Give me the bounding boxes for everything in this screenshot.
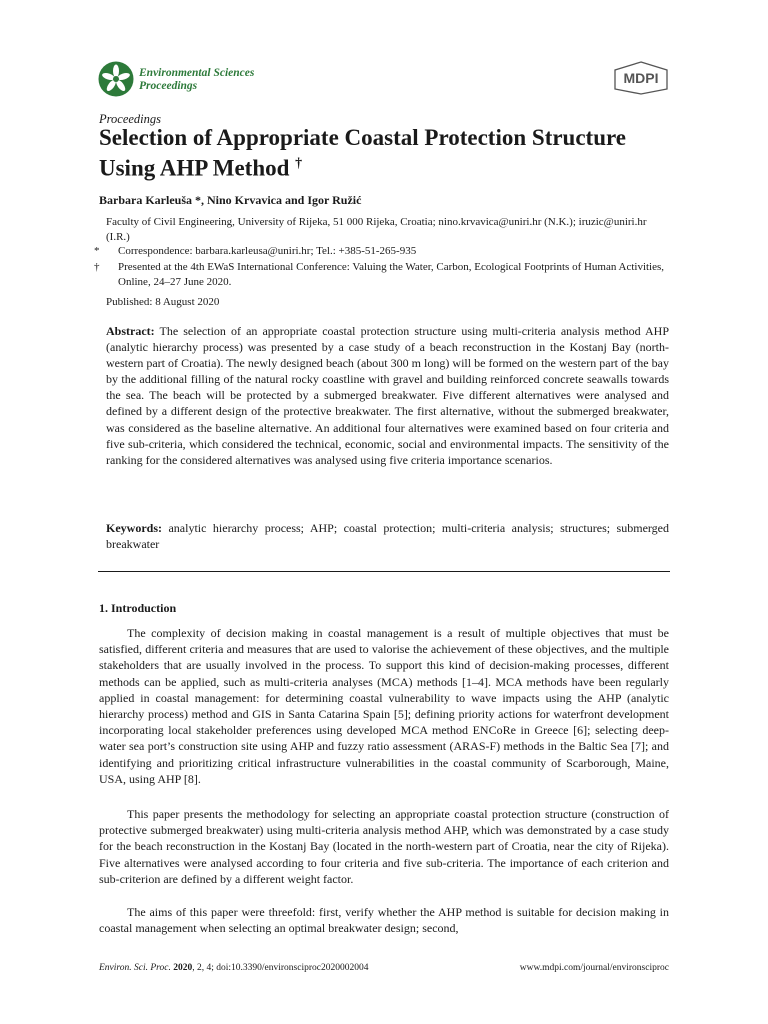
footer-citation xyxy=(99,963,369,973)
presented-text: Presented at the 4th EWaS International Conference: Valuing the Water, Carbon, Ecological Footprints of Human Activities, Online, 24–27 June 2020. xyxy=(118,261,665,288)
mdpi-logo-icon xyxy=(612,61,670,95)
author-list: Barbara Karleuša *, Nino Krvavica and Igor Ružić xyxy=(99,193,362,207)
journal-url[interactable]: www.mdpi.com/journal/environsciproc xyxy=(519,963,669,973)
paper-title xyxy=(99,125,679,182)
presented-note xyxy=(94,260,678,289)
keywords xyxy=(106,520,669,552)
section-heading: 1. Introduction xyxy=(99,601,177,615)
published-date: Published: 8 August 2020 xyxy=(106,296,220,308)
body-paragraph: The complexity of decision making in coastal management is a result of multiple objectives that must be satisfied, different criteria and measures that are used to valorise the achievement of these objectives, and the multiple stakeholders that are usually involved in the process. To support this kind of decision-making processes, different methods can be applied, such as multi-criteria analyses (MCA) methods [1–4]. MCA methods have been regularly applied in coastal management: for determining coastal vulnerability to wave impacts using the AHP (analytic hierarchy process) method and GIS in Santa Catarina Spain [5]; defining priority actions for waterfront development incorporating local stakeholder preferences using developed MCA method ENCoRe in Greece [6]; selecting deep-water sea port’s construction site using AHP and fuzzy ratio assessment (ARAS-F) methods in the Baltic Sea [7]; and identifying and prioritizing critical infrastructure vulnerabilities in the coastal community of Scarborough, Maine, USA, using AHP [8]. xyxy=(99,626,669,786)
publisher-name: MDPI xyxy=(623,70,659,86)
citation-year: 2020 xyxy=(173,963,193,973)
correspondence-text: Correspondence: barbara.karleusa@uniri.hr; Tel.: +385-51-265-935 xyxy=(118,245,417,257)
body-paragraph: This paper presents the methodology for selecting an appropriate coastal protection structure (construction of protective submerged breakwater) using multi-criteria analysis method AHP, which was demonstrated by a case study for the beach reconstruction in the Kostanj Bay (located in the north-western part of Croatia, near the city of Rijeka). Five alternatives were analysed according to four criteria and five sub-criteria. The importance of each criterion and sub-criterion are defined by a different weight factor. xyxy=(99,807,669,886)
title-footnote-mark: † xyxy=(295,156,303,171)
keywords-label: Keywords: xyxy=(106,521,162,535)
article-type: Proceedings xyxy=(99,112,162,126)
correspondence-mark: * xyxy=(94,245,100,257)
abstract xyxy=(106,323,669,468)
presented-mark: † xyxy=(94,261,100,273)
body-paragraph: The aims of this paper were threefold: first, verify whether the AHP method is suitable for decision making in coastal management when selecting an optimal breakwater design; second, xyxy=(99,905,669,936)
journal-abbrev: Environ. Sci. Proc. xyxy=(99,963,171,973)
citation-details: , 2, 4; doi:10.3390/environsciproc2020002004 xyxy=(192,963,369,973)
paper-title-text: Selection of Appropriate Coastal Protection Structure Using AHP Method xyxy=(99,125,627,181)
abstract-text: The selection of an appropriate coastal protection structure using multi-criteria analysis method AHP (analytic hierarchy process) was presented by a case study of a beach reconstruction in the Kostanj Bay (north-western part of Croatia). The newly designed beach (about 300 m long) will be formed on the western part of the bay by the additional filling of the natural rocky coastline with gravel and building reinforced concrete seawalls towards the sea. The beach will be protected by a submerged breakwater. Five different alternatives were analysed and defined by a different design of the protective breakwater. The first alternative, without the submerged breakwater, was considered as the baseline alternative. An additional four alternatives were examined based on four criteria and five sub-criteria, which considered the technical, economic, social and environmental impacts. The sensitivity of the ranking for the considered alternatives was analysed using five criteria importance scenarios. xyxy=(106,324,669,467)
correspondence-note xyxy=(94,244,678,259)
section-divider xyxy=(98,571,670,572)
affiliation: Faculty of Civil Engineering, University of Rijeka, 51 000 Rijeka, Croatia; nino.krvavica@uniri.hr (N.K.); iruzic@uniri.hr (I.R.) xyxy=(106,216,647,243)
keywords-text: analytic hierarchy process; AHP; coastal protection; multi-criteria analysis; structures; submerged breakwater xyxy=(106,521,669,552)
journal-logo-icon xyxy=(98,61,134,97)
journal-name: Environmental Sciences Proceedings xyxy=(139,67,255,92)
abstract-label: Abstract: xyxy=(106,324,155,338)
